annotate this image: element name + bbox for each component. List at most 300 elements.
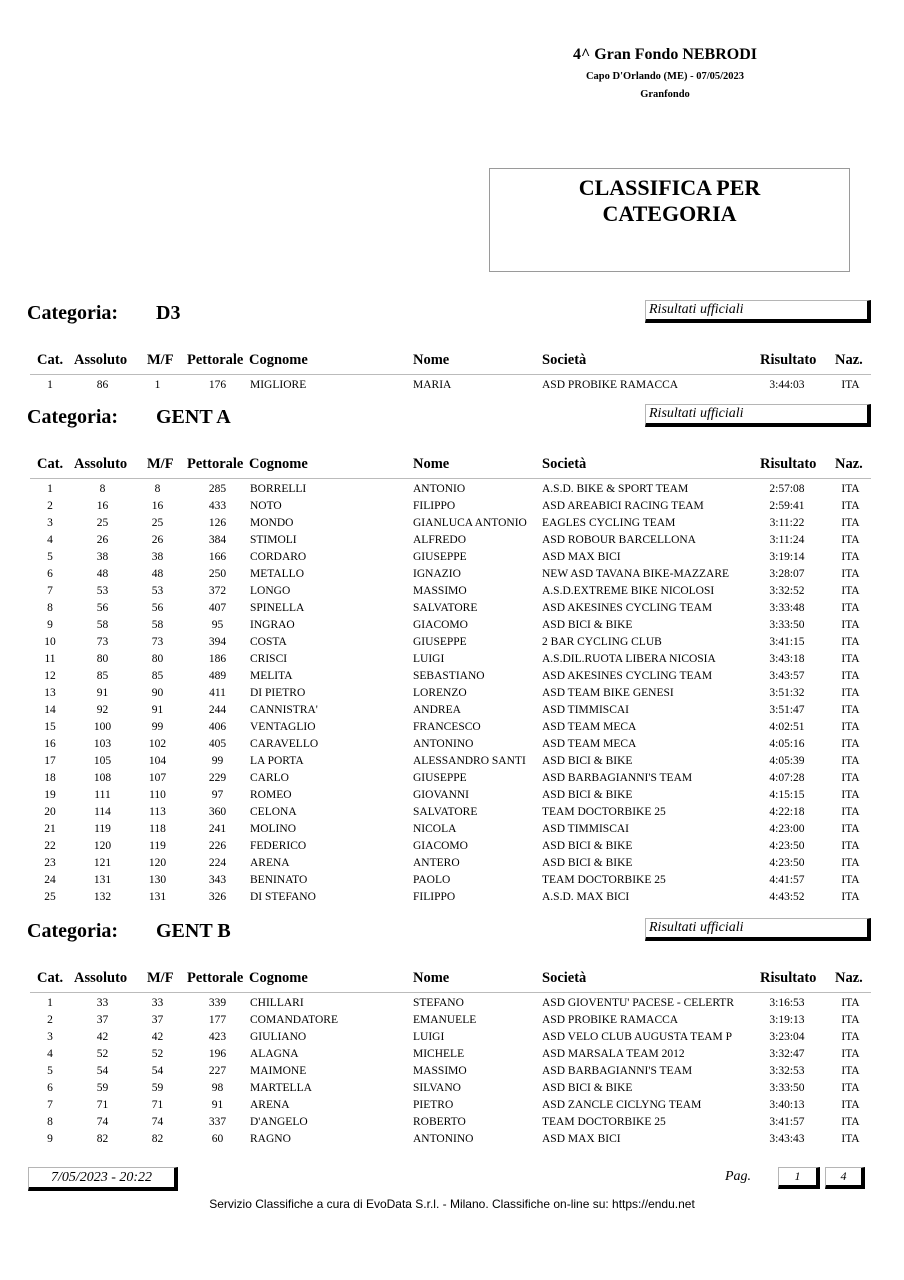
cell-overall-pos: 73 — [96, 636, 109, 648]
table-row — [0, 1063, 904, 1080]
cell-first-name: ALESSANDRO SANTI — [413, 755, 526, 767]
cell-surname: FEDERICO — [250, 840, 307, 852]
cell-result-time: 3:51:32 — [769, 687, 805, 699]
column-header-surname: Cognome — [249, 456, 308, 472]
cell-cat-pos: 8 — [47, 602, 53, 614]
official-results-badge: Risultati ufficiali — [645, 300, 871, 323]
cell-nationality: ITA — [841, 551, 860, 563]
cell-overall-pos: 105 — [93, 755, 112, 767]
cell-bib-number: 250 — [208, 568, 227, 580]
cell-nationality: ITA — [841, 738, 860, 750]
cell-result-time: 3:43:18 — [769, 653, 805, 665]
cell-first-name: GIACOMO — [413, 619, 468, 631]
cell-bib-number: 176 — [208, 379, 227, 391]
table-row — [0, 736, 904, 753]
cell-bib-number: 166 — [208, 551, 227, 563]
cell-surname: COMANDATORE — [250, 1014, 338, 1026]
cell-gender-pos: 73 — [151, 636, 164, 648]
cell-overall-pos: 42 — [96, 1031, 109, 1043]
cell-surname: GIULIANO — [250, 1031, 307, 1043]
cell-surname: ARENA — [250, 1099, 290, 1111]
cell-team: ASD BICI & BIKE — [542, 755, 633, 767]
cell-bib-number: 224 — [208, 857, 227, 869]
page-label: Pag. — [725, 1169, 752, 1184]
cell-first-name: ALFREDO — [413, 534, 467, 546]
cell-cat-pos: 24 — [44, 874, 56, 886]
cell-gender-pos: 37 — [151, 1014, 164, 1026]
cell-overall-pos: 119 — [94, 823, 111, 835]
cell-team: ASD TEAM MECA — [542, 721, 637, 733]
cell-nationality: ITA — [841, 687, 860, 699]
cell-overall-pos: 80 — [96, 653, 109, 665]
cell-team: A.S.D. MAX BICI — [542, 891, 630, 903]
cell-team: ASD BICI & BIKE — [542, 619, 633, 631]
cell-cat-pos: 15 — [44, 721, 56, 733]
cell-overall-pos: 86 — [96, 379, 109, 391]
cell-surname: DI PIETRO — [250, 687, 306, 699]
cell-bib-number: 360 — [208, 806, 227, 818]
cell-bib-number: 372 — [208, 585, 227, 597]
cell-first-name: SALVATORE — [413, 806, 478, 818]
cell-surname: RAGNO — [250, 1133, 291, 1145]
cell-nationality: ITA — [841, 721, 860, 733]
cell-team: 2 BAR CYCLING CLUB — [542, 636, 662, 648]
cell-first-name: IGNAZIO — [413, 568, 461, 580]
cell-nationality: ITA — [841, 379, 860, 391]
cell-cat-pos: 2 — [47, 1014, 53, 1026]
column-header-result-time: Risultato — [760, 970, 817, 986]
event-type: Granfondo — [640, 89, 690, 100]
cell-gender-pos: 16 — [151, 500, 164, 512]
cell-nationality: ITA — [841, 806, 860, 818]
cell-surname: MELITA — [250, 670, 293, 682]
cell-surname: CORDARO — [250, 551, 307, 563]
cell-team: ASD BICI & BIKE — [542, 1082, 633, 1094]
cell-cat-pos: 13 — [44, 687, 56, 699]
cell-bib-number: 285 — [208, 483, 227, 495]
cell-nationality: ITA — [841, 483, 860, 495]
cell-overall-pos: 92 — [96, 704, 109, 716]
cell-overall-pos: 74 — [96, 1116, 109, 1128]
cell-first-name: LUIGI — [413, 1031, 445, 1043]
event-title: 4^ Gran Fondo NEBRODI — [573, 46, 757, 63]
column-header-result-time: Risultato — [760, 456, 817, 472]
document-title-line1: CLASSIFICA PER — [578, 175, 761, 200]
cell-surname: MOLINO — [250, 823, 296, 835]
cell-first-name: MASSIMO — [413, 585, 467, 597]
table-row — [0, 617, 904, 634]
cell-team: A.S.D.EXTREME BIKE NICOLOSI — [542, 585, 715, 597]
cell-bib-number: 227 — [208, 1065, 227, 1077]
cell-gender-pos: 8 — [154, 483, 161, 495]
cell-cat-pos: 11 — [44, 653, 56, 665]
cell-bib-number: 406 — [208, 721, 227, 733]
cell-first-name: SILVANO — [413, 1082, 461, 1094]
cell-surname: MARTELLA — [250, 1082, 312, 1094]
cell-nationality: ITA — [841, 823, 860, 835]
cell-cat-pos: 9 — [47, 1133, 53, 1145]
cell-gender-pos: 71 — [151, 1099, 164, 1111]
cell-gender-pos: 38 — [151, 551, 164, 563]
cell-nationality: ITA — [841, 1031, 860, 1043]
category-name: GENT A — [156, 406, 231, 428]
cell-team: ASD AKESINES CYCLING TEAM — [542, 602, 713, 614]
cell-nationality: ITA — [841, 517, 860, 529]
cell-overall-pos: 82 — [96, 1133, 109, 1145]
page-total: 4 — [825, 1167, 865, 1189]
cell-result-time: 4:23:50 — [769, 840, 805, 852]
cell-surname: LA PORTA — [250, 755, 304, 767]
footer-note: Servizio Classifiche a cura di EvoData S.r.l. - Milano. Classifiche on-line su: https://endu.net — [209, 1197, 695, 1211]
cell-nationality: ITA — [841, 653, 860, 665]
column-header-first-name: Nome — [413, 456, 450, 472]
cell-overall-pos: 114 — [94, 806, 111, 818]
column-header-surname: Cognome — [249, 352, 308, 368]
results-table-body — [0, 377, 904, 394]
cell-gender-pos: 54 — [151, 1065, 164, 1077]
cell-first-name: ROBERTO — [413, 1116, 466, 1128]
cell-cat-pos: 4 — [47, 1048, 53, 1060]
cell-gender-pos: 42 — [151, 1031, 164, 1043]
cell-bib-number: 423 — [208, 1031, 227, 1043]
cell-result-time: 4:07:28 — [769, 772, 805, 784]
cell-first-name: EMANUELE — [413, 1014, 477, 1026]
cell-team: ASD ROBOUR BARCELLONA — [542, 534, 696, 546]
cell-cat-pos: 3 — [47, 1031, 53, 1043]
cell-gender-pos: 59 — [151, 1082, 164, 1094]
cell-overall-pos: 59 — [96, 1082, 109, 1094]
cell-surname: COSTA — [250, 636, 287, 648]
cell-first-name: LUIGI — [413, 653, 445, 665]
column-header-bib-number: Pettorale — [187, 456, 244, 472]
cell-nationality: ITA — [841, 568, 860, 580]
cell-gender-pos: 85 — [151, 670, 164, 682]
cell-overall-pos: 108 — [93, 772, 112, 784]
cell-result-time: 3:33:50 — [769, 1082, 805, 1094]
cell-result-time: 4:22:18 — [769, 806, 805, 818]
column-header-nationality: Naz. — [835, 970, 863, 986]
cell-nationality: ITA — [841, 1116, 860, 1128]
cell-bib-number: 186 — [208, 653, 227, 665]
table-row — [0, 872, 904, 889]
cell-cat-pos: 12 — [44, 670, 56, 682]
document-title-line2: CATEGORIA — [602, 201, 737, 226]
cell-gender-pos: 110 — [149, 789, 166, 801]
cell-nationality: ITA — [841, 636, 860, 648]
cell-bib-number: 98 — [211, 1082, 224, 1094]
category-name: GENT B — [156, 920, 231, 942]
table-header — [0, 456, 904, 476]
cell-gender-pos: 80 — [151, 653, 164, 665]
cell-gender-pos: 53 — [151, 585, 164, 597]
cell-first-name: MICHELE — [413, 1048, 465, 1060]
cell-bib-number: 489 — [208, 670, 227, 682]
cell-surname: CARLO — [250, 772, 289, 784]
cell-first-name: MARIA — [413, 379, 452, 391]
cell-gender-pos: 48 — [151, 568, 164, 580]
cell-nationality: ITA — [841, 619, 860, 631]
cell-gender-pos: 25 — [151, 517, 164, 529]
cell-first-name: FRANCESCO — [413, 721, 481, 733]
cell-overall-pos: 131 — [93, 874, 112, 886]
cell-cat-pos: 21 — [44, 823, 56, 835]
cell-team: EAGLES CYCLING TEAM — [542, 517, 676, 529]
cell-overall-pos: 53 — [96, 585, 109, 597]
column-header-cat-pos: Cat. — [37, 970, 64, 986]
cell-nationality: ITA — [841, 1014, 860, 1026]
cell-surname: MIGLIORE — [250, 379, 307, 391]
cell-first-name: GIACOMO — [413, 840, 468, 852]
table-row — [0, 685, 904, 702]
cell-cat-pos: 25 — [44, 891, 56, 903]
cell-first-name: GIUSEPPE — [413, 636, 467, 648]
cell-team: ASD PROBIKE RAMACCA — [542, 1014, 679, 1026]
cell-team: NEW ASD TAVANA BIKE-MAZZARE — [542, 568, 730, 580]
cell-bib-number: 241 — [208, 823, 227, 835]
cell-first-name: MASSIMO — [413, 1065, 467, 1077]
cell-gender-pos: 91 — [151, 704, 164, 716]
cell-overall-pos: 85 — [96, 670, 109, 682]
cell-result-time: 4:05:39 — [769, 755, 805, 767]
cell-surname: CRISCI — [250, 653, 288, 665]
cell-result-time: 3:41:15 — [769, 636, 805, 648]
cell-result-time: 4:41:57 — [769, 874, 805, 886]
cell-cat-pos: 10 — [44, 636, 56, 648]
cell-team: TEAM DOCTORBIKE 25 — [542, 1116, 666, 1128]
cell-bib-number: 326 — [208, 891, 227, 903]
cell-bib-number: 433 — [208, 500, 227, 512]
results-table-body — [0, 995, 904, 1148]
cell-nationality: ITA — [841, 534, 860, 546]
cell-nationality: ITA — [841, 772, 860, 784]
cell-team: ASD AKESINES CYCLING TEAM — [542, 670, 713, 682]
cell-result-time: 3:44:03 — [769, 379, 805, 391]
cell-result-time: 2:59:41 — [769, 500, 805, 512]
cell-result-time: 3:32:47 — [769, 1048, 805, 1060]
cell-surname: STIMOLI — [250, 534, 297, 546]
table-row — [0, 1046, 904, 1063]
cell-cat-pos: 17 — [44, 755, 56, 767]
cell-first-name: GIUSEPPE — [413, 772, 467, 784]
category-name: D3 — [156, 302, 181, 324]
table-row — [0, 600, 904, 617]
table-row — [0, 770, 904, 787]
cell-nationality: ITA — [841, 704, 860, 716]
cell-first-name: SALVATORE — [413, 602, 478, 614]
cell-overall-pos: 26 — [96, 534, 109, 546]
cell-team: ASD ZANCLE CICLYNG TEAM — [542, 1099, 702, 1111]
official-results-badge: Risultati ufficiali — [645, 404, 871, 427]
cell-surname: BORRELLI — [250, 483, 307, 495]
cell-result-time: 2:57:08 — [769, 483, 805, 495]
table-row — [0, 719, 904, 736]
table-row — [0, 498, 904, 515]
cell-gender-pos: 74 — [151, 1116, 164, 1128]
cell-team: ASD BARBAGIANNI'S TEAM — [542, 772, 693, 784]
cell-gender-pos: 118 — [149, 823, 166, 835]
cell-cat-pos: 5 — [47, 551, 53, 563]
cell-overall-pos: 48 — [96, 568, 109, 580]
cell-first-name: ANTONINO — [413, 1133, 474, 1145]
cell-gender-pos: 52 — [151, 1048, 164, 1060]
cell-nationality: ITA — [841, 1065, 860, 1077]
cell-overall-pos: 52 — [96, 1048, 109, 1060]
cell-nationality: ITA — [841, 1133, 860, 1145]
cell-team: A.S.DIL.RUOTA LIBERA NICOSIA — [542, 653, 716, 665]
table-row — [0, 651, 904, 668]
cell-cat-pos: 1 — [47, 379, 53, 391]
column-header-overall-pos: Assoluto — [74, 456, 128, 472]
cell-nationality: ITA — [841, 670, 860, 682]
table-row — [0, 995, 904, 1012]
cell-bib-number: 95 — [211, 619, 224, 631]
official-results-badge: Risultati ufficiali — [645, 918, 871, 941]
cell-team: TEAM DOCTORBIKE 25 — [542, 806, 666, 818]
cell-bib-number: 411 — [209, 687, 226, 699]
cell-overall-pos: 111 — [94, 789, 111, 801]
table-row — [0, 377, 904, 394]
cell-nationality: ITA — [841, 500, 860, 512]
cell-cat-pos: 19 — [44, 789, 56, 801]
cell-result-time: 4:23:50 — [769, 857, 805, 869]
cell-cat-pos: 22 — [44, 840, 56, 852]
cell-bib-number: 405 — [208, 738, 227, 750]
cell-cat-pos: 20 — [44, 806, 56, 818]
cell-gender-pos: 107 — [148, 772, 167, 784]
cell-cat-pos: 9 — [47, 619, 53, 631]
cell-surname: ROMEO — [250, 789, 292, 801]
table-row — [0, 481, 904, 498]
cell-surname: CANNISTRA' — [250, 704, 318, 716]
cell-cat-pos: 6 — [47, 568, 53, 580]
cell-first-name: GIOVANNI — [413, 789, 470, 801]
cell-bib-number: 407 — [208, 602, 227, 614]
cell-result-time: 4:05:16 — [769, 738, 805, 750]
cell-first-name: SEBASTIANO — [413, 670, 485, 682]
cell-gender-pos: 104 — [148, 755, 167, 767]
cell-overall-pos: 56 — [96, 602, 109, 614]
table-row — [0, 1080, 904, 1097]
cell-first-name: ANDREA — [413, 704, 461, 716]
cell-overall-pos: 37 — [96, 1014, 109, 1026]
header-divider — [30, 478, 871, 479]
cell-result-time: 3:43:57 — [769, 670, 805, 682]
cell-overall-pos: 132 — [93, 891, 112, 903]
column-header-overall-pos: Assoluto — [74, 352, 128, 368]
cell-result-time: 3:43:43 — [769, 1133, 805, 1145]
cell-first-name: ANTONIO — [413, 483, 466, 495]
cell-result-time: 3:11:22 — [769, 517, 805, 529]
cell-cat-pos: 4 — [47, 534, 53, 546]
cell-nationality: ITA — [841, 602, 860, 614]
cell-bib-number: 244 — [208, 704, 227, 716]
cell-result-time: 4:02:51 — [769, 721, 805, 733]
column-header-nationality: Naz. — [835, 456, 863, 472]
cell-result-time: 3:32:53 — [769, 1065, 805, 1077]
cell-overall-pos: 103 — [93, 738, 112, 750]
cell-nationality: ITA — [841, 891, 860, 903]
table-row — [0, 702, 904, 719]
cell-overall-pos: 25 — [96, 517, 109, 529]
cell-first-name: FILIPPO — [413, 891, 456, 903]
cell-nationality: ITA — [841, 1082, 860, 1094]
cell-bib-number: 339 — [208, 997, 227, 1009]
header-divider — [30, 374, 871, 375]
table-row — [0, 821, 904, 838]
cell-first-name: GIANLUCA ANTONIO — [413, 517, 527, 529]
table-row — [0, 1029, 904, 1046]
table-row — [0, 515, 904, 532]
cell-cat-pos: 14 — [44, 704, 56, 716]
column-header-first-name: Nome — [413, 970, 450, 986]
cell-team: ASD MARSALA TEAM 2012 — [542, 1048, 685, 1060]
table-row — [0, 1131, 904, 1148]
cell-surname: DI STEFANO — [250, 891, 316, 903]
cell-bib-number: 384 — [208, 534, 227, 546]
column-header-cat-pos: Cat. — [37, 456, 64, 472]
table-row — [0, 1097, 904, 1114]
cell-bib-number: 394 — [208, 636, 227, 648]
cell-surname: ALAGNA — [250, 1048, 299, 1060]
cell-bib-number: 196 — [208, 1048, 227, 1060]
cell-surname: CARAVELLO — [250, 738, 319, 750]
cell-nationality: ITA — [841, 857, 860, 869]
table-row — [0, 753, 904, 770]
category-label: Categoria: — [27, 302, 119, 324]
cell-result-time: 3:40:13 — [769, 1099, 805, 1111]
cell-surname: BENINATO — [250, 874, 308, 886]
column-header-gender-pos: M/F — [147, 352, 174, 368]
cell-overall-pos: 120 — [93, 840, 112, 852]
cell-overall-pos: 58 — [96, 619, 109, 631]
cell-cat-pos: 23 — [44, 857, 56, 869]
cell-gender-pos: 120 — [148, 857, 167, 869]
cell-team: ASD BICI & BIKE — [542, 857, 633, 869]
cell-gender-pos: 113 — [149, 806, 166, 818]
cell-overall-pos: 54 — [96, 1065, 109, 1077]
column-header-bib-number: Pettorale — [187, 970, 244, 986]
event-subtitle: Capo D'Orlando (ME) - 07/05/2023 — [585, 71, 745, 82]
cell-surname: METALLO — [250, 568, 305, 580]
column-header-team: Società — [542, 352, 587, 368]
cell-first-name: ANTERO — [413, 857, 460, 869]
cell-result-time: 3:33:50 — [769, 619, 805, 631]
cell-result-time: 3:19:14 — [769, 551, 805, 563]
cell-result-time: 3:32:52 — [769, 585, 805, 597]
column-header-gender-pos: M/F — [147, 456, 174, 472]
cell-bib-number: 99 — [211, 755, 224, 767]
table-row — [0, 1114, 904, 1131]
cell-team: ASD TIMMISCAI — [542, 823, 630, 835]
cell-team: A.S.D. BIKE & SPORT TEAM — [542, 483, 689, 495]
cell-overall-pos: 16 — [96, 500, 109, 512]
cell-overall-pos: 33 — [96, 997, 109, 1009]
category-label: Categoria: — [27, 406, 119, 428]
cell-result-time: 3:28:07 — [769, 568, 805, 580]
table-row — [0, 787, 904, 804]
cell-cat-pos: 7 — [47, 1099, 53, 1111]
cell-surname: ARENA — [250, 857, 290, 869]
cell-overall-pos: 100 — [93, 721, 112, 733]
cell-cat-pos: 18 — [44, 772, 56, 784]
category-label: Categoria: — [27, 920, 119, 942]
cell-result-time: 4:43:52 — [769, 891, 805, 903]
cell-cat-pos: 16 — [44, 738, 56, 750]
cell-bib-number: 337 — [208, 1116, 227, 1128]
cell-overall-pos: 121 — [93, 857, 112, 869]
cell-team: ASD BICI & BIKE — [542, 840, 633, 852]
cell-surname: VENTAGLIO — [250, 721, 316, 733]
